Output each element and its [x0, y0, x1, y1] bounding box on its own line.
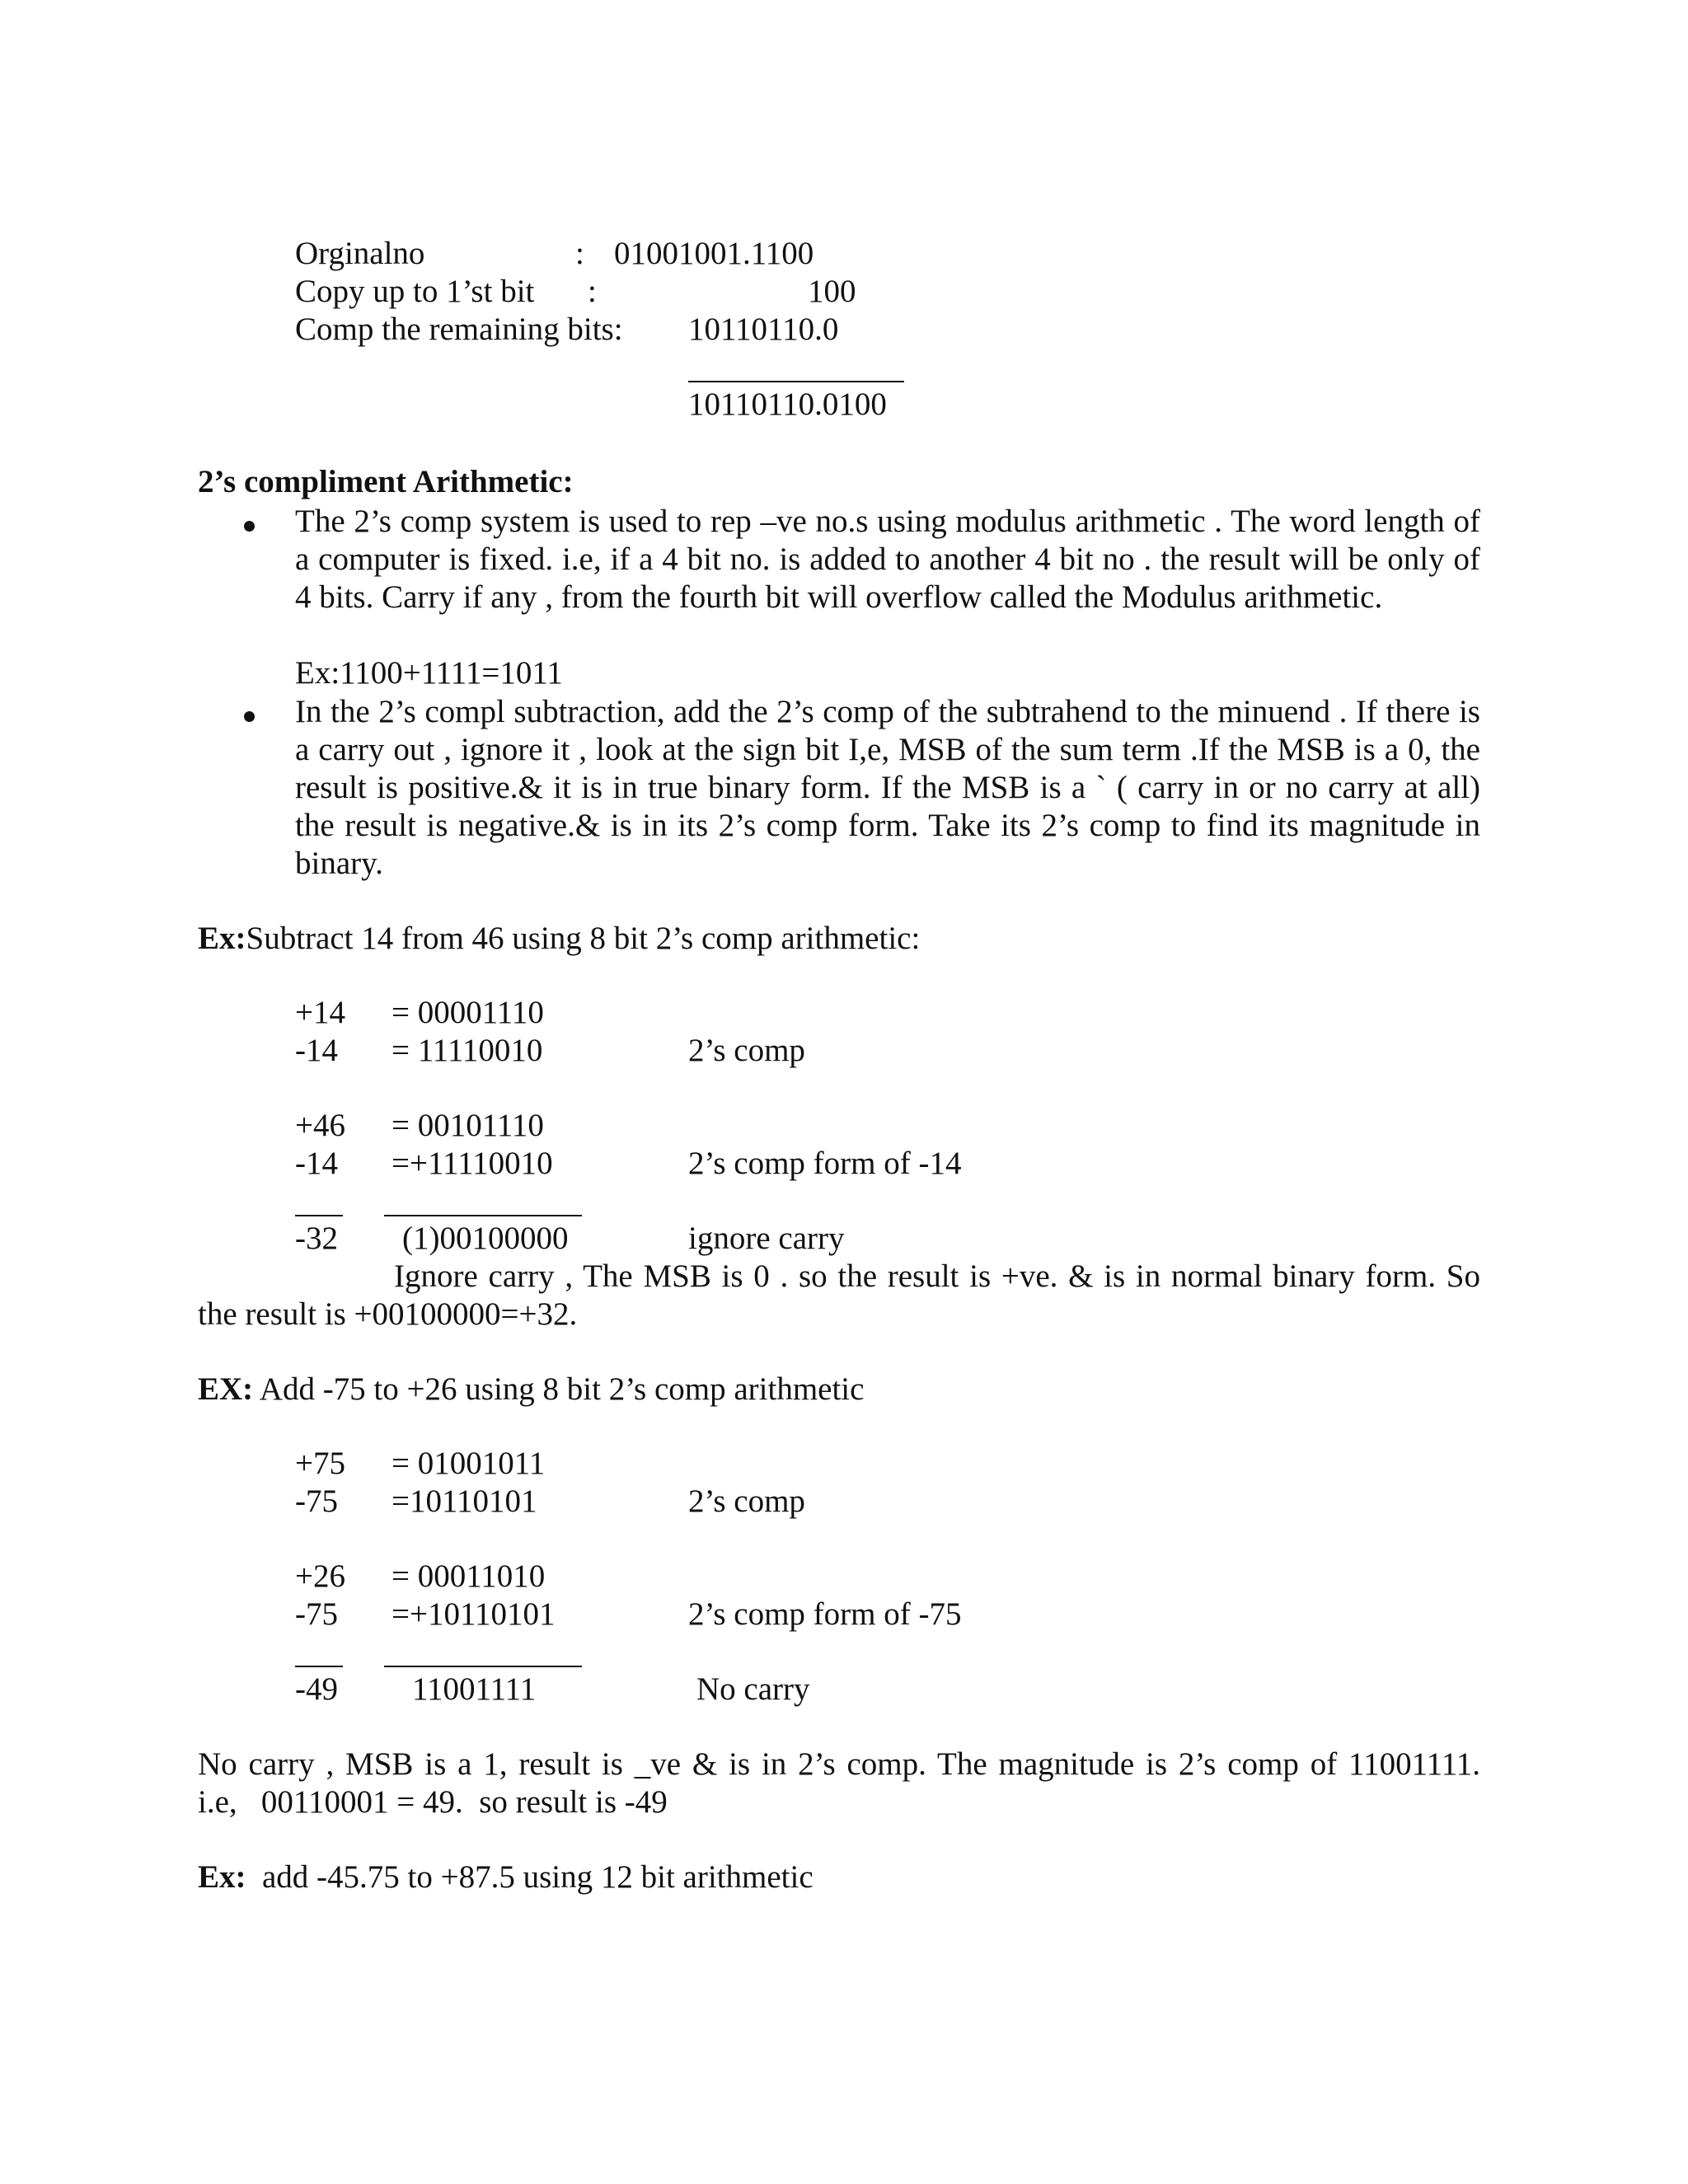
ex2-result-note: No carry [696, 1671, 810, 1707]
ex1-row-3-val: = 00101110 [392, 1108, 544, 1143]
example-2-heading [198, 1371, 864, 1408]
bullet-1-text: The 2’s comp system is used to rep –ve no.s using modulus arithmetic . The word length of a computer is fixed. i.e, if a 4 bit no. is added to another 4 bit no . the result will be only of 4 bits. Carry if any , from the fourth bit will overflow called the Modulus arithmetic. [295, 504, 1480, 615]
intro-row-1-label: Orginalno [295, 236, 425, 271]
ex1-val-rule [384, 1215, 582, 1216]
intro-row-2-label: Copy up to 1’st bit [295, 274, 535, 309]
intro-row-2-sep: : [588, 274, 597, 309]
ex2-conclusion-line-1: No carry , MSB is a 1, result is _ve & is in 2’s comp. The magnitude is 2’s comp of 11001111. [198, 1746, 1480, 1782]
ex2-row-1-val: = 01001011 [392, 1446, 546, 1481]
ex2-row-1-num: +75 [295, 1446, 345, 1481]
ex2-result-num: -49 [295, 1671, 338, 1707]
section-heading: 2’s compliment Arithmetic: [198, 464, 574, 499]
intro-sum-rule [688, 381, 904, 382]
ex2-row-3-val: = 00011010 [392, 1558, 546, 1594]
ex1-row-2-val: = 11110010 [392, 1033, 543, 1068]
ex1-row-1-val: = 00001110 [392, 995, 544, 1030]
ex2-val-rule [384, 1666, 582, 1667]
bullet-1-example: Ex:1100+1111=1011 [295, 655, 563, 691]
intro-result: 10110110.0100 [688, 387, 887, 422]
ex1-conclusion-line-1: Ignore carry , The MSB is 0 . so the result is +ve. & is in normal binary form. So [394, 1258, 1480, 1294]
ex1-row-4-num: -14 [295, 1146, 338, 1181]
ex1-row-2-note: 2’s comp [688, 1033, 805, 1068]
ex1-conclusion-line-2: the result is +00100000=+32. [198, 1296, 578, 1332]
ex2-conclusion-line-2: i.e, 00110001 = 49. so result is -49 [198, 1784, 668, 1820]
ex1-row-1-num: +14 [295, 995, 345, 1030]
example-1-heading [198, 920, 920, 958]
example-3-label: Ex: [198, 1859, 246, 1895]
ex2-row-4-num: -75 [295, 1596, 338, 1632]
example-3-heading [198, 1858, 814, 1896]
bullet-2-dot [244, 711, 255, 722]
ex2-num-rule [295, 1666, 343, 1667]
bullet-1-dot [244, 521, 255, 532]
intro-row-1-value: 01001001.1100 [614, 236, 814, 271]
ex1-result-note: ignore carry [688, 1221, 845, 1256]
intro-row-3-label: Comp the remaining bits: [295, 312, 623, 347]
example-2-label: EX: [198, 1371, 254, 1407]
ex2-row-2-num: -75 [295, 1483, 338, 1519]
ex1-result-val: (1)00100000 [402, 1221, 569, 1256]
ex2-row-3-num: +26 [295, 1558, 345, 1594]
intro-row-2-value: 100 [808, 274, 856, 309]
ex2-row-2-val: =10110101 [392, 1483, 537, 1519]
ex1-row-4-val: =+11110010 [392, 1146, 553, 1181]
ex2-row-4-note: 2’s comp form of -75 [688, 1596, 962, 1632]
ex2-row-4-val: =+10110101 [392, 1596, 556, 1632]
ex2-result-val: 11001111 [412, 1671, 537, 1707]
ex1-row-3-num: +46 [295, 1108, 345, 1143]
example-1-label: Ex: [198, 921, 246, 956]
intro-row-3-value: 10110110.0 [688, 312, 839, 347]
ex1-row-4-note: 2’s comp form of -14 [688, 1146, 962, 1181]
intro-row-1-sep: : [575, 236, 584, 271]
ex2-row-2-note: 2’s comp [688, 1483, 805, 1519]
ex1-num-rule [295, 1215, 343, 1216]
example-3-title: add -45.75 to +87.5 using 12 bit arithmetic [262, 1859, 814, 1895]
ex1-row-2-num: -14 [295, 1033, 338, 1068]
bullet-2-text: In the 2’s compl subtraction, add the 2’s comp of the subtrahend to the minuend . If there is a carry out , ignore it , look at the sign bit I,e, MSB of the sum term .If the MSB is a 0, the result is positive.& it is in true binary form. If the MSB is a ` ( carry in or no carry at all) the result is negative.& is in its 2’s comp form. Take its 2’s comp to find its magnitude in binary. [295, 694, 1480, 881]
example-1-title: Subtract 14 from 46 using 8 bit 2’s comp arithmetic: [246, 921, 921, 956]
example-2-title: Add -75 to +26 using 8 bit 2’s comp arithmetic [259, 1371, 865, 1407]
ex1-result-num: -32 [295, 1221, 338, 1256]
